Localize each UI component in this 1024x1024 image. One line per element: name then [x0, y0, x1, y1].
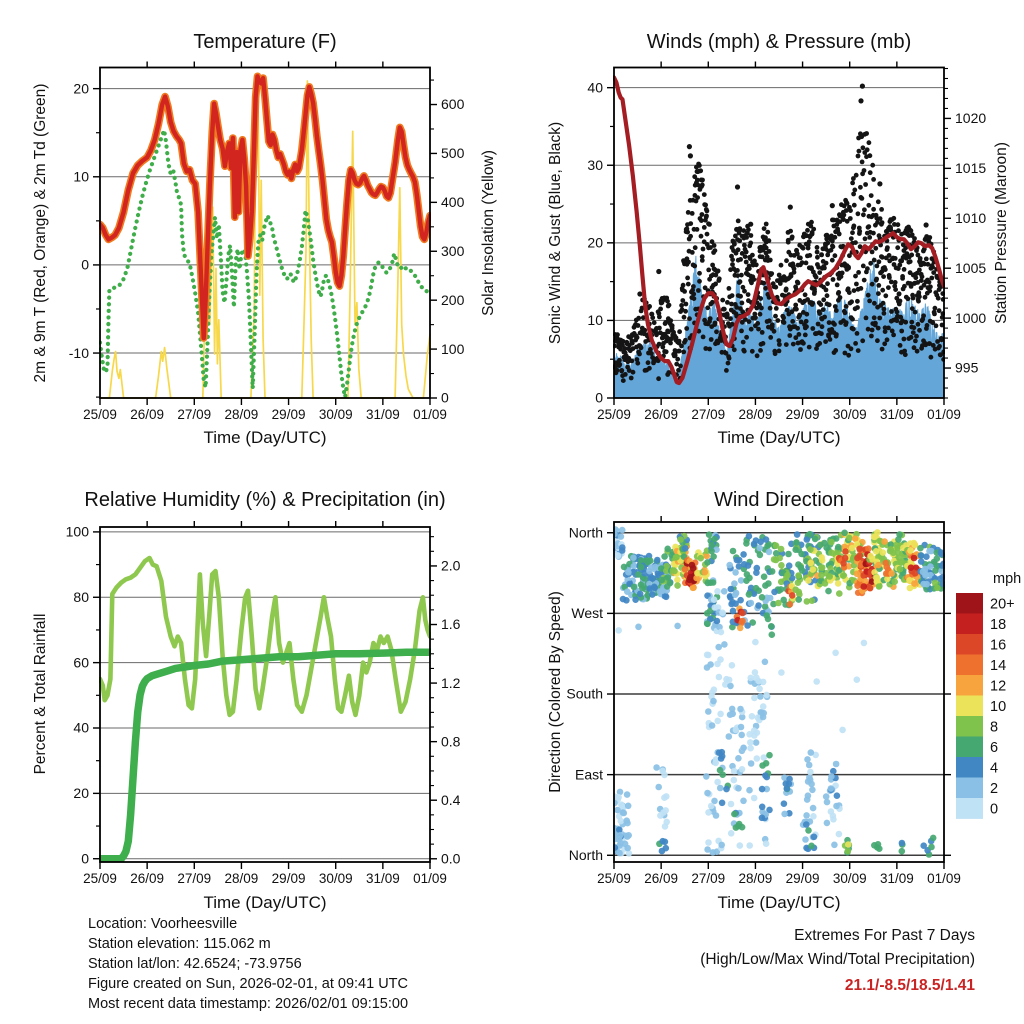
x-tick-label: 29/09 — [785, 871, 820, 886]
wind-y-axis-label: Sonic Wind & Gust (Blue, Black) — [547, 121, 564, 345]
y-right-tick-label: 0.4 — [441, 791, 461, 808]
y-tick-label: -10 — [68, 344, 89, 361]
y-tick-label: 30 — [587, 156, 603, 173]
solar-y-axis-label: Solar Insolation (Yellow) — [480, 150, 497, 316]
y-tick-label: 0 — [81, 256, 89, 273]
y-right-tick-label: 1000 — [955, 309, 987, 326]
colorbar-tick-label: 20+ — [990, 596, 1015, 613]
x-tick-label: 27/09 — [177, 871, 212, 886]
y-right-tick-label: 1010 — [955, 209, 987, 226]
x-tick-label: 25/09 — [83, 407, 117, 422]
wind-direction-title: Wind Direction — [713, 489, 845, 511]
x-tick-label: 27/09 — [177, 407, 212, 422]
y-right-tick-label: 1.2 — [441, 674, 461, 691]
direction-x-axis-label: Time (Day/UTC) — [717, 893, 841, 912]
y-right-tick-label: 500 — [441, 145, 465, 162]
colorbar-tick-label: 12 — [990, 678, 1007, 695]
winds-pressure-title: Winds (mph) & Pressure (mb) — [646, 31, 912, 53]
y-right-tick-label: 1020 — [955, 110, 987, 127]
y-tick-label: 20 — [73, 80, 89, 97]
colorbar-tick-label: 4 — [990, 760, 999, 777]
x-tick-label: 28/09 — [738, 871, 773, 886]
colorbar-tick-label: 8 — [990, 719, 999, 736]
y-tick-label: 10 — [73, 168, 89, 185]
x-tick-label: 25/09 — [597, 871, 631, 886]
rh_precip-panel — [66, 521, 461, 886]
temperature-y-axis-label: 2m & 9m T (Red, Orange) & 2m Td (Green) — [32, 83, 49, 383]
x-tick-label: 27/09 — [691, 407, 726, 422]
x-tick-label: 25/09 — [597, 407, 631, 422]
rh_precip-series — [100, 558, 430, 859]
y-tick-label: 60 — [73, 654, 89, 671]
y-tick-label: North — [568, 846, 603, 863]
y-right-tick-label: 1005 — [955, 259, 987, 276]
extremes-heading: Extremes For Past 7 Days — [794, 927, 975, 944]
colorbar-tick-label: 10 — [990, 698, 1007, 715]
direction-y-axis-label: Direction (Colored By Speed) — [547, 591, 564, 793]
x-tick-label: 01/09 — [927, 407, 961, 422]
extremes-subheading: (High/Low/Max Wind/Total Precipitation) — [700, 951, 975, 968]
y-right-tick-label: 0.0 — [441, 850, 461, 867]
wind_direction-series — [611, 526, 947, 858]
y-tick-label: 0 — [595, 389, 603, 406]
y-right-tick-label: 100 — [441, 340, 465, 357]
y-tick-label: 80 — [73, 588, 89, 605]
y-right-tick-label: 1015 — [955, 160, 987, 177]
y-right-tick-label: 600 — [441, 96, 465, 113]
x-tick-label: 31/09 — [879, 407, 914, 422]
x-tick-label: 25/09 — [83, 871, 117, 886]
relative-humidity-line — [100, 558, 430, 715]
winds_pressure-series — [612, 78, 946, 399]
y-right-tick-label: 1.6 — [441, 616, 461, 633]
colorbar-tick-label: 14 — [990, 657, 1007, 674]
x-tick-label: 01/09 — [927, 871, 961, 886]
y-tick-label: 20 — [73, 785, 89, 802]
x-tick-label: 26/09 — [130, 871, 165, 886]
y-right-tick-label: 995 — [955, 359, 979, 376]
x-tick-label: 30/09 — [318, 407, 353, 422]
x-tick-label: 29/09 — [271, 871, 306, 886]
temperature-series — [100, 75, 430, 398]
y-tick-label: 10 — [587, 312, 603, 329]
x-tick-label: 30/09 — [318, 871, 353, 886]
percent-rainfall-y-axis-label: Percent & Total Rainfall — [32, 613, 49, 775]
y-tick-label: 20 — [587, 234, 603, 251]
y-tick-label: West — [571, 605, 603, 622]
humidity-x-axis-label: Time (Day/UTC) — [203, 893, 327, 912]
x-tick-label: 29/09 — [785, 407, 820, 422]
temperature-panel — [69, 62, 465, 423]
colorbar-tick-label: 2 — [990, 780, 999, 797]
colorbar-tick-label: 18 — [990, 616, 1007, 633]
x-tick-label: 26/09 — [130, 407, 165, 422]
y-right-tick-label: 400 — [441, 194, 465, 211]
data-timestamp-text: Most recent data timestamp: 2026/02/01 09:15:00 — [88, 996, 409, 1012]
colorbar-tick-label: 0 — [990, 801, 999, 818]
y-tick-label: 100 — [65, 523, 89, 540]
x-tick-label: 31/09 — [365, 871, 400, 886]
station-location-text: Location: Voorheesville — [88, 916, 238, 932]
pressure-y-axis-label: Station Pressure (Maroon) — [993, 142, 1010, 324]
x-tick-label: 26/09 — [644, 407, 679, 422]
y-tick-label: North — [568, 524, 603, 541]
station-elevation-text: Station elevation: 115.062 m — [88, 936, 271, 952]
y-right-tick-label: 0.8 — [441, 733, 461, 750]
humidity-precip-title: Relative Humidity (%) & Precipitation (in) — [84, 489, 446, 511]
x-tick-label: 27/09 — [691, 871, 726, 886]
x-tick-label: 28/09 — [224, 871, 259, 886]
station-latlon-text: Station lat/lon: 42.6524; -73.9756 — [88, 956, 302, 972]
y-right-tick-label: 300 — [441, 242, 465, 259]
y-tick-label: 40 — [73, 719, 89, 736]
extremes-values: 21.1/-8.5/18.5/1.41 — [844, 977, 975, 994]
x-tick-label: 28/09 — [224, 407, 259, 422]
x-tick-label: 31/09 — [365, 407, 400, 422]
x-tick-label: 01/09 — [413, 407, 447, 422]
wind_direction-panel — [566, 516, 960, 886]
speed-colorbar — [956, 593, 1015, 819]
x-tick-label: 26/09 — [644, 871, 679, 886]
y-tick-label: South — [566, 685, 603, 702]
figure-created-text: Figure created on Sun, 2026-02-01, at 09:41 UTC — [88, 976, 408, 992]
y-right-tick-label: 200 — [441, 291, 465, 308]
temp-2m-line — [100, 76, 430, 338]
colorbar-unit-label: mph — [993, 571, 1022, 587]
x-tick-label: 29/09 — [271, 407, 306, 422]
wind-direction-dots — [611, 526, 947, 858]
colorbar-tick-label: 16 — [990, 637, 1007, 654]
dewpoint-line — [100, 130, 430, 397]
y-right-tick-label: 2.0 — [441, 557, 461, 574]
x-tick-label: 30/09 — [832, 871, 867, 886]
x-tick-label: 01/09 — [413, 871, 447, 886]
y-tick-label: East — [574, 766, 603, 783]
colorbar-tick-label: 6 — [990, 739, 999, 756]
temperature-x-axis-label: Time (Day/UTC) — [203, 428, 327, 447]
y-tick-label: 0 — [81, 850, 89, 867]
winds-x-axis-label: Time (Day/UTC) — [717, 428, 841, 447]
temperature-title: Temperature (F) — [193, 31, 337, 53]
y-right-tick-label: 0 — [441, 389, 449, 406]
x-tick-label: 28/09 — [738, 407, 773, 422]
x-tick-label: 30/09 — [832, 407, 867, 422]
x-tick-label: 31/09 — [879, 871, 914, 886]
y-tick-label: 40 — [587, 79, 603, 96]
winds_pressure-panel — [587, 62, 986, 423]
